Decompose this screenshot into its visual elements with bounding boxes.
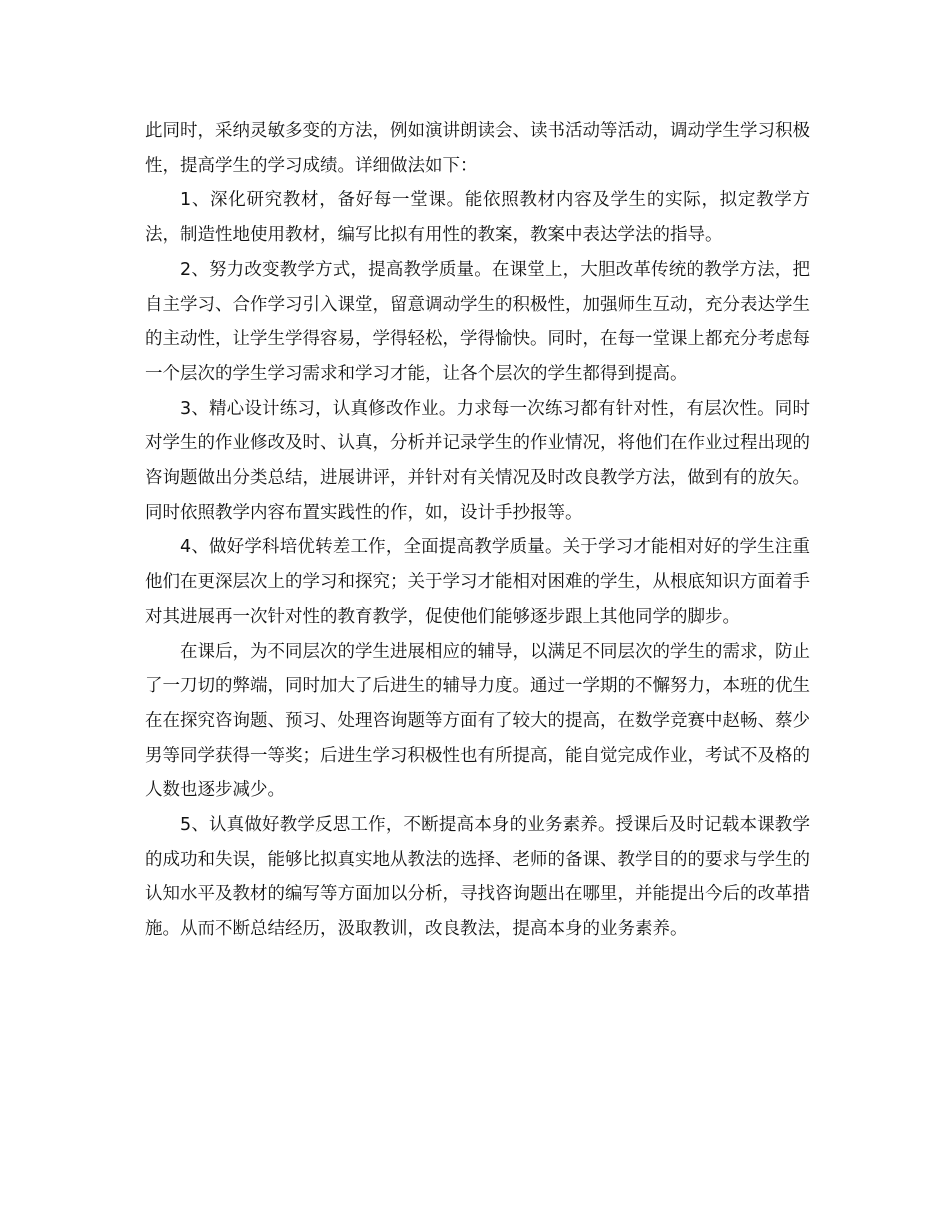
document-body [145,114,810,947]
paragraph-after-class: 在课后，为不同层次的学生进展相应的辅导，以满足不同层次的学生的需求，防止了一刀切的弊端，同时加大了后进生的辅导力度。通过一学期的不懈努力，本班的优生在在探究咨询题、预习、处理咨询题等方面有了较大的提高，在数学竞赛中赵畅、蔡少男等同学获得一等奖；后进生学习积极性也有所提高，能自觉完成作业，考试不及格的人数也逐步减少。 [145,641,810,801]
paragraph-item-3: 3、精心设计练习，认真修改作业。力求每一次练习都有针对性，有层次性。同时对学生的作业修改及时、认真，分析并记录学生的作业情况，将他们在作业过程出现的咨询题做出分类总结，进展讲评，并针对有关情况及时改良教学方法，做到有的放矢。同时依照教学内容布置实践性的作，如，设计手抄报等。 [145,398,810,523]
paragraph-intro-continuation: 此同时，采纳灵敏多变的方法，例如演讲朗读会、读书活动等活动，调动学生学习积极性，提高学生的学习成绩。详细做法如下： [145,121,810,176]
paragraph-item-1: 1、深化研究教材，备好每一堂课。能依照教材内容及学生的实际，拟定教学方法，制造性地使用教材，编写比拟有用性的教案，教案中表达学法的指导。 [145,190,810,246]
paragraph-item-2: 2、努力改变教学方式，提高教学质量。在课堂上，大胆改革传统的教学方法，把自主学习、合作学习引入课堂，留意调动学生的积极性，加强师生互动，充分表达学生的主动性，让学生学得容易，学得轻松，学得愉快。同时，在每一堂课上都充分考虑每一个层次的学生学习需求和学习才能，让各个层次的学生都得到提高。 [145,259,810,384]
paragraph-item-4: 4、做好学科培优转差工作，全面提高教学质量。关于学习才能相对好的学生注重他们在更深层次上的学习和探究；关于学习才能相对困难的学生，从根底知识方面着手对其进展再一次针对性的教育教学，促使他们能够逐步跟上其他同学的脚步。 [145,537,810,627]
paragraph-item-5: 5、认真做好教学反思工作，不断提高本身的业务素养。授课后及时记载本课教学的成功和失误，能够比拟真实地从教法的选择、老师的备课、教学目的的要求与学生的认知水平及教材的编写等方面加以分析，寻找咨询题出在哪里，并能提出今后的改革措施。从而不断总结经历，汲取教训，改良教法，提高本身的业务素养。 [145,815,810,940]
